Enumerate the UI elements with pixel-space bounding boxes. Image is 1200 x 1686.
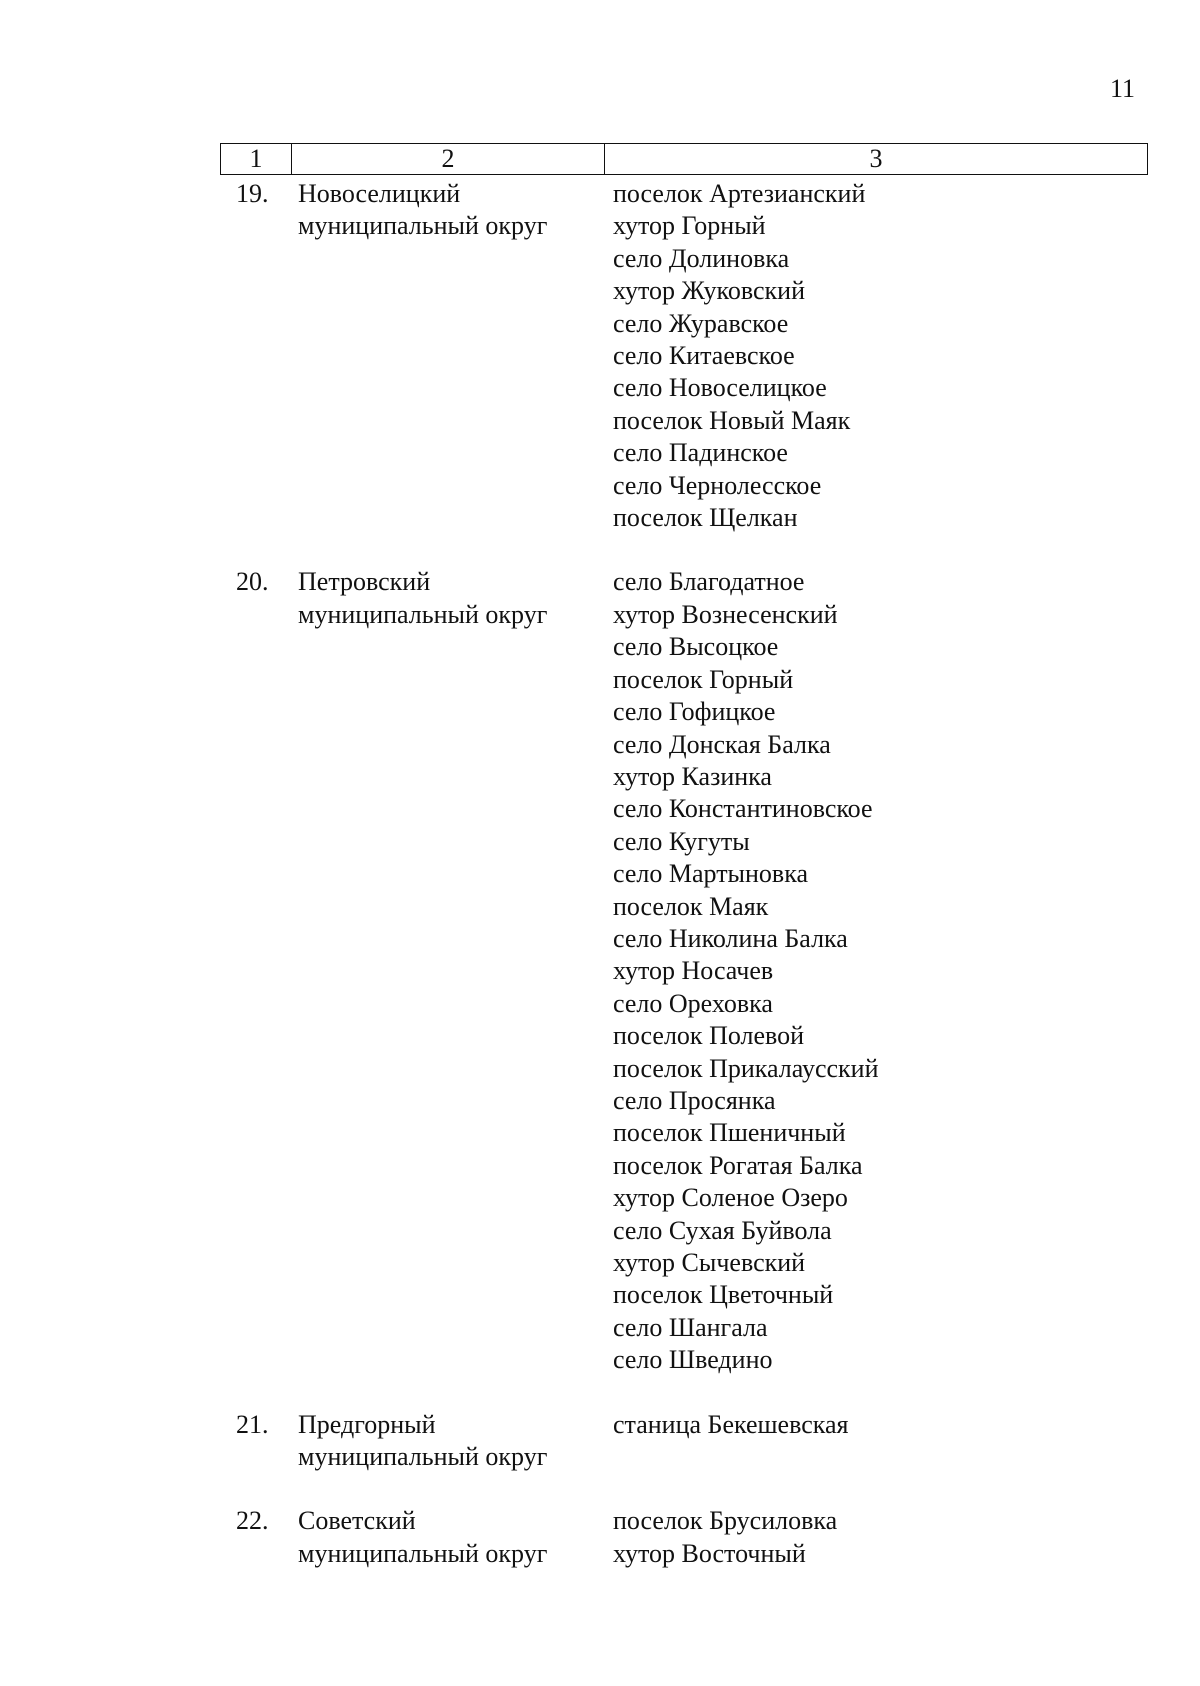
entry-number: 20.	[236, 567, 269, 597]
settlement-item: село Константиновское	[613, 794, 873, 824]
settlement-item: село Шангала	[613, 1312, 768, 1342]
entry-number: 19.	[236, 179, 269, 208]
district-name-line: Советский	[298, 1506, 416, 1536]
settlement-item: хутор Казинка	[613, 761, 772, 791]
settlement-item: село Ореховка	[613, 988, 773, 1018]
settlement-item: село Благодатное	[613, 567, 805, 597]
settlement-item: станица Бекешевская	[613, 1409, 849, 1439]
settlement-item: поселок Рогатая Балка	[613, 1150, 863, 1180]
settlement-item: поселок Полевой	[613, 1021, 805, 1051]
settlement-item: поселок Маяк	[613, 891, 769, 921]
settlement-item: хутор Соленое Озеро	[613, 1183, 848, 1213]
settlement-item: село Журавское	[613, 308, 789, 338]
district-entry	[220, 566, 1144, 1376]
settlement-list	[613, 178, 1144, 534]
settlement-item: хутор Сычевский	[613, 1248, 806, 1277]
entry-number: 22.	[236, 1506, 269, 1536]
district-entry	[220, 1505, 1144, 1570]
settlement-item: село Мартыновка	[613, 859, 808, 889]
district-list	[220, 178, 1144, 1602]
header-col-2: 2	[292, 144, 605, 175]
settlement-item: село Николина Балка	[613, 923, 848, 953]
settlement-item: поселок Артезианский	[613, 179, 866, 208]
district-entry	[220, 1409, 1144, 1474]
district-name-line: Предгорный	[298, 1409, 436, 1439]
settlement-item: село Просянка	[613, 1085, 776, 1115]
table-header	[220, 143, 1148, 175]
settlement-item: хутор Горный	[613, 211, 766, 241]
district-entry	[220, 178, 1144, 534]
settlement-item: поселок Щелкан	[613, 503, 798, 533]
settlement-item: село Кугуты	[613, 826, 750, 856]
header-col-1: 1	[221, 144, 292, 175]
settlement-item: поселок Прикалаусский	[613, 1053, 879, 1083]
settlement-item: село Высоцкое	[613, 632, 779, 662]
settlement-item: село Падинское	[613, 438, 788, 468]
district-name	[298, 566, 613, 1376]
settlement-item: село Китаевское	[613, 341, 795, 371]
settlement-item: село Долиновка	[613, 243, 790, 273]
header-col-3: 3	[605, 144, 1148, 175]
district-name	[298, 1505, 613, 1570]
settlement-item: село Гофицкое	[613, 697, 776, 727]
settlement-item: село Донская Балка	[613, 729, 831, 759]
settlement-item: поселок Брусиловка	[613, 1506, 838, 1536]
settlement-item: село Шведино	[613, 1345, 773, 1375]
settlement-item: поселок Пшеничный	[613, 1118, 846, 1148]
district-name	[298, 1409, 613, 1474]
settlement-item: поселок Горный	[613, 664, 794, 694]
settlement-list	[613, 1409, 1144, 1474]
district-name-line: Новоселицкий	[298, 179, 461, 208]
district-name-line: муниципальный округ	[298, 599, 548, 629]
district-name-line: Петровский	[298, 567, 431, 597]
settlement-list	[613, 1505, 1144, 1570]
settlement-item: село Чернолесское	[613, 470, 822, 500]
settlement-item: хутор Восточный	[613, 1538, 806, 1568]
settlement-item: хутор Вознесенский	[613, 599, 838, 629]
settlement-item: хутор Жуковский	[613, 276, 805, 306]
settlement-item: поселок Новый Маяк	[613, 405, 851, 435]
settlement-list	[613, 566, 1144, 1376]
settlement-item: хутор Носачев	[613, 956, 774, 986]
settlement-item: село Сухая Буйвола	[613, 1215, 832, 1245]
entry-number: 21.	[236, 1409, 269, 1439]
district-name-line: муниципальный округ	[298, 1442, 548, 1472]
district-name	[298, 178, 613, 534]
settlement-item: поселок Цветочный	[613, 1280, 834, 1310]
page-number: 11	[1110, 74, 1136, 103]
district-name-line: муниципальный округ	[298, 1538, 548, 1568]
settlement-item: село Новоселицкое	[613, 373, 827, 403]
district-name-line: муниципальный округ	[298, 211, 548, 241]
